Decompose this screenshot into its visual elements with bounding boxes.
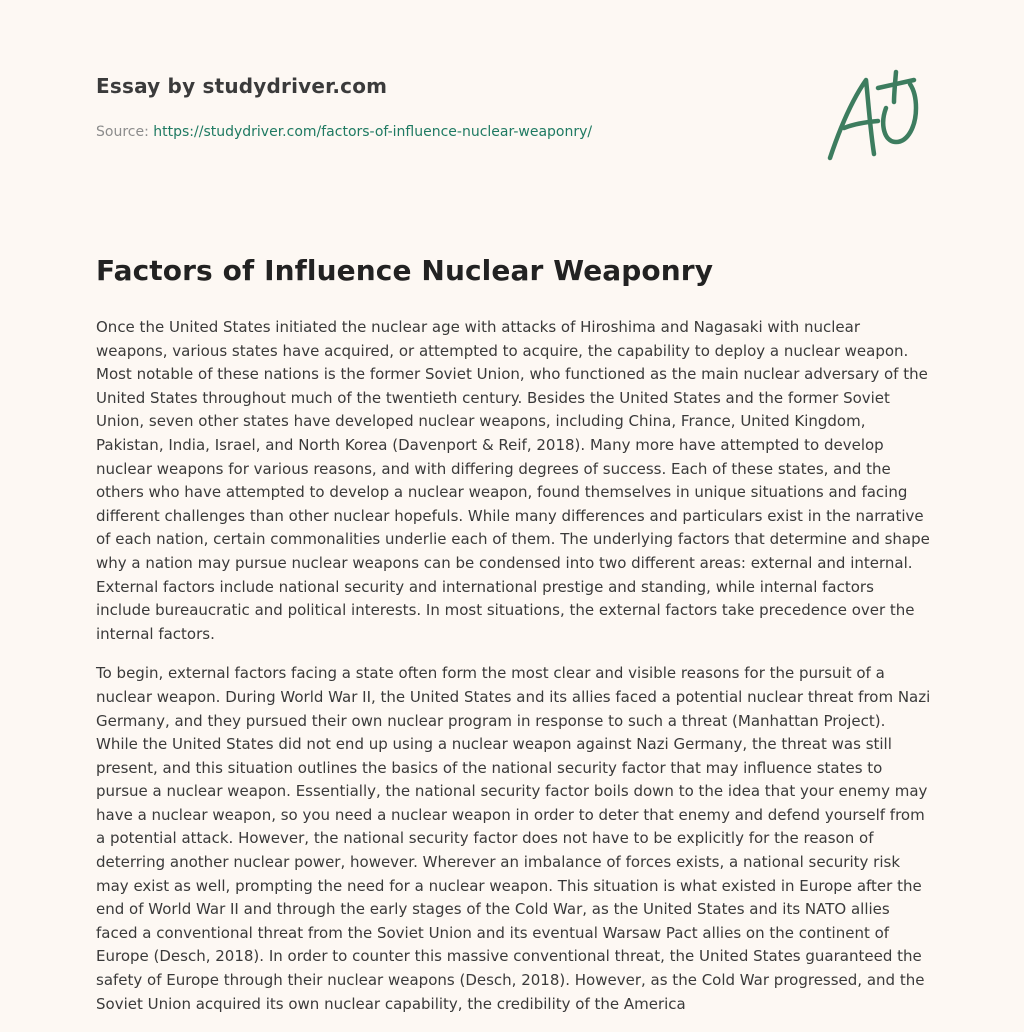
source-label: Source: [96, 124, 149, 140]
a-plus-logo-icon [822, 68, 926, 164]
source-line [96, 124, 796, 140]
essay-header [96, 74, 796, 140]
essay-body [96, 316, 932, 1032]
essay-paragraph: To begin, external factors facing a state often form the most clear and visible reasons for the pursuit of a nuclear weapon. During World War II, the United States and its allies faced a potential nuclear threat from Nazi Germany, and they pursued their own nuclear program in response to such a threat (Manhattan Project). While the United States did not end up using a nuclear weapon against Nazi Germany, the threat was still present, and this situation outlines the basics of the national security factor that may influence states to pursue a nuclear weapon. Essentially, the national security factor boils down to the idea that your enemy may have a nuclear weapon, so you need a nuclear weapon in order to deter that enemy and defend yourself from a potential attack. However, the national security factor does not have to be explicitly for the reason of deterring another nuclear power, however. Wherever an imbalance of forces exists, a national security risk may exist as well, prompting the need for a nuclear weapon. This situation is what existed in Europe after the end of World War II and through the early stages of the Cold War, as the United States and its NATO allies faced a conventional threat from the Soviet Union and its eventual Warsaw Pact allies on the continent of Europe (Desch, 2018). In order to counter this massive conventional threat, the United States guaranteed the safety of Europe through their nuclear weapons (Desch, 2018). However, as the Cold War progressed, and the Soviet Union acquired its own nuclear capability, the credibility of the America [96, 664, 931, 1013]
essay-title: Factors of Influence Nuclear Weaponry [96, 254, 714, 287]
site-brand: Essay by studydriver.com [96, 74, 388, 98]
source-link[interactable]: https://studydriver.com/factors-of-influence-nuclear-weaponry/ [153, 124, 593, 140]
essay-paragraph: Once the United States initiated the nuclear age with attacks of Hiroshima and Nagasaki with nuclear weapons, various states have acquired, or attempted to acquire, the capability to deploy a nuclear weapon. Most notable of these nations is the former Soviet Union, who functioned as the main nuclear adversary of the United States throughout much of the twentieth century. Besides the United States and the former Soviet Union, seven other states have developed nuclear weapons, including China, France, United Kingdom, Pakistan, India, Israel, and North Korea (Davenport & Reif, 2018). Many more have attempted to develop nuclear weapons for various reasons, and with differing degrees of success. Each of these states, and the others who have attempted to develop a nuclear weapon, found themselves in unique situations and facing different challenges than other nuclear hopefuls. While many differences and particulars exist in the narrative of each nation, certain commonalities underlie each of them. The underlying factors that determine and shape why a nation may pursue nuclear weapons can be condensed into two different areas: external and internal. External factors include national security and international prestige and standing, while internal factors include bureaucratic and political interests. In most situations, the external factors take precedence over the internal factors. [96, 318, 930, 643]
